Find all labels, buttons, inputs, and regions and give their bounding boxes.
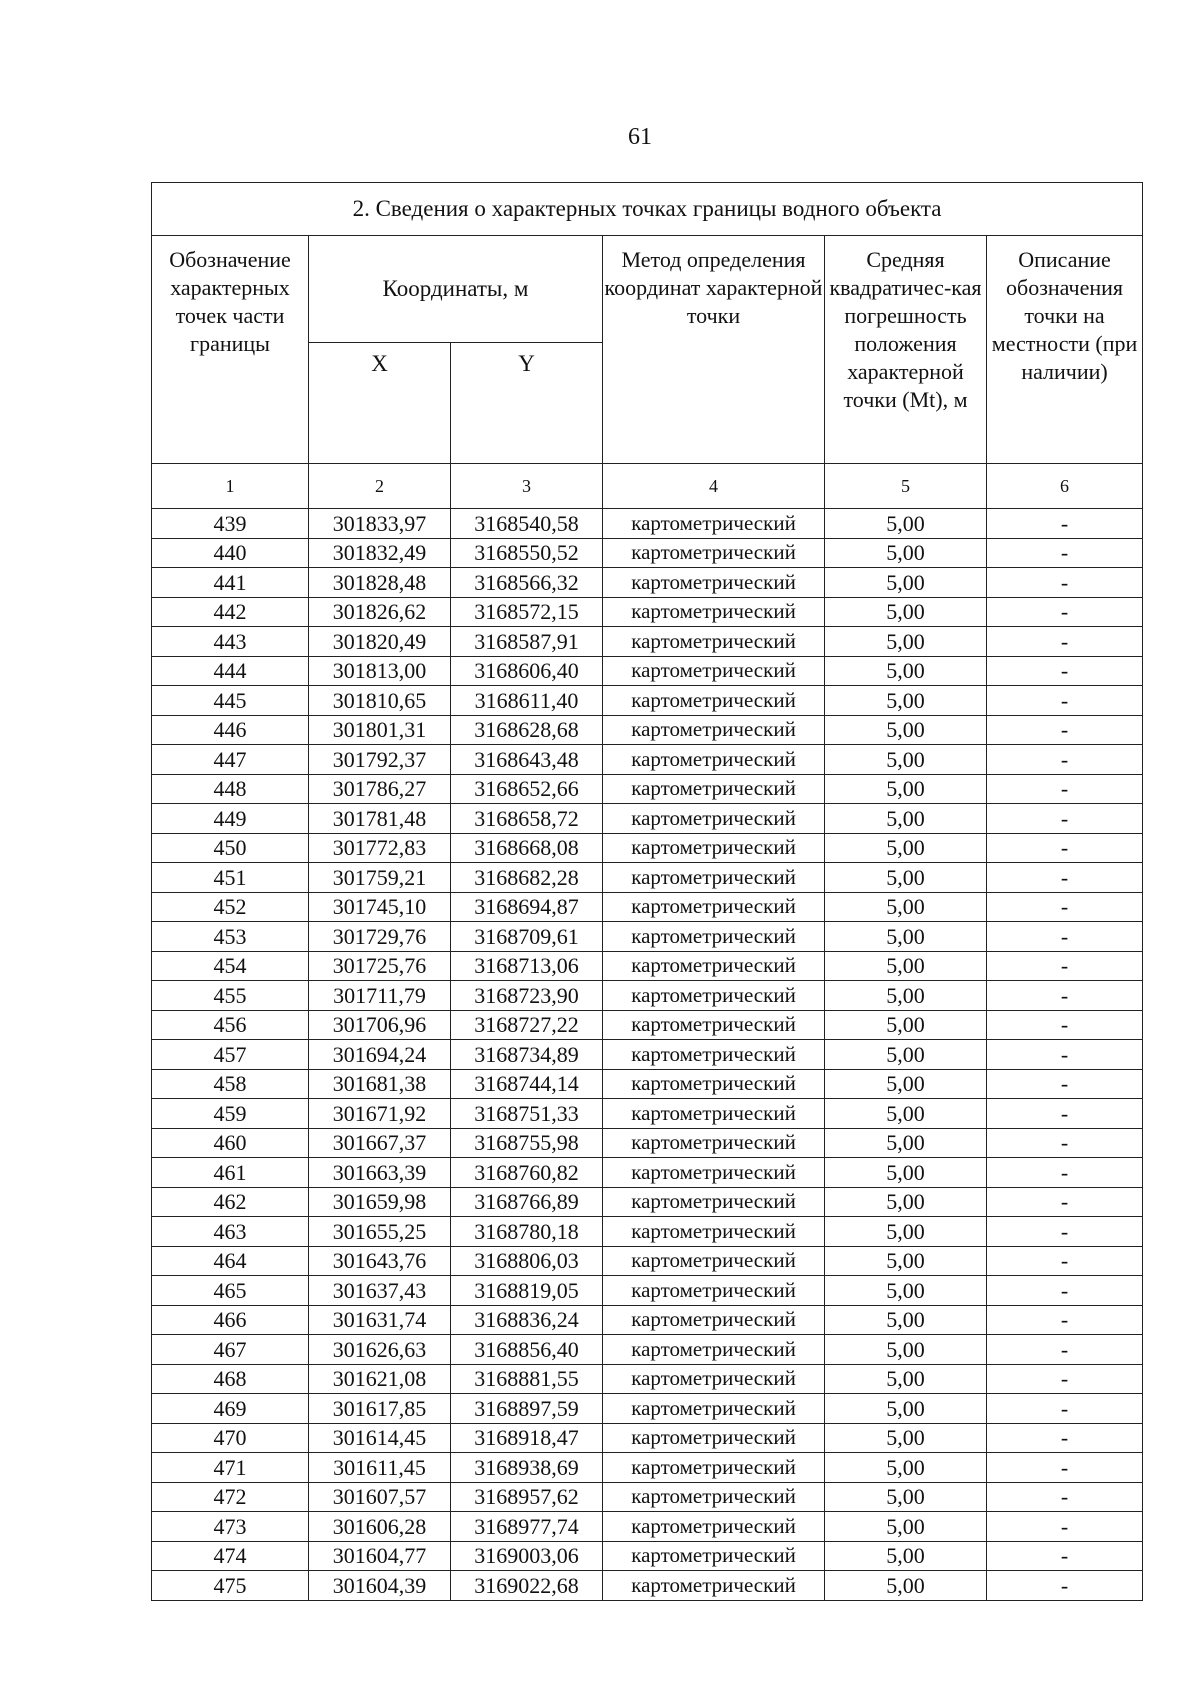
x-coordinate-cell: 301759,21 (309, 863, 451, 893)
x-coordinate-cell: 301611,45 (309, 1453, 451, 1483)
table-row (152, 863, 1143, 893)
description-cell: - (987, 922, 1143, 952)
y-coordinate-cell: 3168938,69 (451, 1453, 603, 1483)
table-row (152, 1010, 1143, 1040)
table-row (152, 804, 1143, 834)
x-coordinate-cell: 301659,98 (309, 1187, 451, 1217)
x-coordinate-cell: 301604,77 (309, 1541, 451, 1571)
x-coordinate-cell: 301792,37 (309, 745, 451, 775)
description-cell: - (987, 1541, 1143, 1571)
method-cell: картометрический (603, 715, 825, 745)
point-id-cell: 458 (152, 1069, 309, 1099)
error-cell: 5,00 (825, 509, 987, 539)
description-cell: - (987, 1099, 1143, 1129)
table-row (152, 774, 1143, 804)
column-number: 4 (603, 464, 825, 509)
method-cell: картометрический (603, 1335, 825, 1365)
method-cell: картометрический (603, 1246, 825, 1276)
point-id-cell: 455 (152, 981, 309, 1011)
y-coordinate-cell: 3168611,40 (451, 686, 603, 716)
table-title: 2. Сведения о характерных точках границы водного объекта (152, 183, 1143, 236)
method-cell: картометрический (603, 1453, 825, 1483)
method-cell: картометрический (603, 656, 825, 686)
y-coordinate-cell: 3168766,89 (451, 1187, 603, 1217)
table-row (152, 1187, 1143, 1217)
description-cell: - (987, 1512, 1143, 1542)
error-cell: 5,00 (825, 1305, 987, 1335)
table-row (152, 1276, 1143, 1306)
point-id-cell: 459 (152, 1099, 309, 1129)
x-coordinate-cell: 301745,10 (309, 892, 451, 922)
error-cell: 5,00 (825, 686, 987, 716)
error-cell: 5,00 (825, 774, 987, 804)
y-coordinate-cell: 3168819,05 (451, 1276, 603, 1306)
method-cell: картометрический (603, 922, 825, 952)
x-coordinate-cell: 301820,49 (309, 627, 451, 657)
description-cell: - (987, 804, 1143, 834)
y-coordinate-cell: 3168643,48 (451, 745, 603, 775)
point-id-cell: 443 (152, 627, 309, 657)
error-cell: 5,00 (825, 1482, 987, 1512)
error-cell: 5,00 (825, 1246, 987, 1276)
y-coordinate-cell: 3169022,68 (451, 1571, 603, 1601)
point-id-cell: 444 (152, 656, 309, 686)
table-row (152, 686, 1143, 716)
point-id-cell: 445 (152, 686, 309, 716)
point-id-cell: 474 (152, 1541, 309, 1571)
x-coordinate-cell: 301694,24 (309, 1040, 451, 1070)
table-row (152, 1335, 1143, 1365)
y-coordinate-cell: 3168694,87 (451, 892, 603, 922)
method-cell: картометрический (603, 1394, 825, 1424)
column-number: 1 (152, 464, 309, 509)
error-cell: 5,00 (825, 922, 987, 952)
y-coordinate-cell: 3168709,61 (451, 922, 603, 952)
y-coordinate-cell: 3168806,03 (451, 1246, 603, 1276)
description-cell: - (987, 1069, 1143, 1099)
table-row (152, 1305, 1143, 1335)
x-coordinate-cell: 301607,57 (309, 1482, 451, 1512)
header-x: X (309, 343, 451, 464)
point-id-cell: 439 (152, 509, 309, 539)
description-cell: - (987, 1128, 1143, 1158)
table-row (152, 597, 1143, 627)
table-row (152, 1512, 1143, 1542)
error-cell: 5,00 (825, 833, 987, 863)
y-coordinate-cell: 3168658,72 (451, 804, 603, 834)
error-cell: 5,00 (825, 1158, 987, 1188)
description-cell: - (987, 1364, 1143, 1394)
table-row (152, 981, 1143, 1011)
table-body (152, 509, 1143, 1601)
x-coordinate-cell: 301781,48 (309, 804, 451, 834)
x-coordinate-cell: 301621,08 (309, 1364, 451, 1394)
error-cell: 5,00 (825, 1364, 987, 1394)
method-cell: картометрический (603, 1099, 825, 1129)
point-id-cell: 470 (152, 1423, 309, 1453)
description-cell: - (987, 1187, 1143, 1217)
y-coordinate-cell: 3168897,59 (451, 1394, 603, 1424)
table-row (152, 568, 1143, 598)
header-description: Описание обозначения точки на местности (при наличии) (987, 236, 1143, 464)
table-row (152, 1099, 1143, 1129)
method-cell: картометрический (603, 774, 825, 804)
error-cell: 5,00 (825, 1453, 987, 1483)
method-cell: картометрический (603, 951, 825, 981)
error-cell: 5,00 (825, 1512, 987, 1542)
x-coordinate-cell: 301604,39 (309, 1571, 451, 1601)
method-cell: картометрический (603, 863, 825, 893)
y-coordinate-cell: 3168881,55 (451, 1364, 603, 1394)
x-coordinate-cell: 301801,31 (309, 715, 451, 745)
method-cell: картометрический (603, 1423, 825, 1453)
point-id-cell: 469 (152, 1394, 309, 1424)
table-row (152, 509, 1143, 539)
header-y: Y (451, 343, 603, 464)
y-coordinate-cell: 3168760,82 (451, 1158, 603, 1188)
description-cell: - (987, 1010, 1143, 1040)
error-cell: 5,00 (825, 951, 987, 981)
description-cell: - (987, 1305, 1143, 1335)
point-id-cell: 440 (152, 538, 309, 568)
y-coordinate-cell: 3168734,89 (451, 1040, 603, 1070)
x-coordinate-cell: 301786,27 (309, 774, 451, 804)
method-cell: картометрический (603, 1482, 825, 1512)
description-cell: - (987, 1453, 1143, 1483)
point-id-cell: 453 (152, 922, 309, 952)
method-cell: картометрический (603, 1158, 825, 1188)
boundary-points-table (151, 182, 1143, 1601)
point-id-cell: 441 (152, 568, 309, 598)
error-cell: 5,00 (825, 1069, 987, 1099)
x-coordinate-cell: 301772,83 (309, 833, 451, 863)
table-row (152, 1246, 1143, 1276)
table-row (152, 745, 1143, 775)
table-row (152, 715, 1143, 745)
table-row (152, 1158, 1143, 1188)
description-cell: - (987, 892, 1143, 922)
description-cell: - (987, 1276, 1143, 1306)
description-cell: - (987, 1040, 1143, 1070)
description-cell: - (987, 863, 1143, 893)
method-cell: картометрический (603, 538, 825, 568)
y-coordinate-cell: 3168723,90 (451, 981, 603, 1011)
description-cell: - (987, 715, 1143, 745)
method-cell: картометрический (603, 1571, 825, 1601)
point-id-cell: 464 (152, 1246, 309, 1276)
error-cell: 5,00 (825, 863, 987, 893)
y-coordinate-cell: 3168751,33 (451, 1099, 603, 1129)
y-coordinate-cell: 3168540,58 (451, 509, 603, 539)
description-cell: - (987, 951, 1143, 981)
description-cell: - (987, 745, 1143, 775)
point-id-cell: 447 (152, 745, 309, 775)
table-row (152, 1571, 1143, 1601)
point-id-cell: 467 (152, 1335, 309, 1365)
point-id-cell: 468 (152, 1364, 309, 1394)
error-cell: 5,00 (825, 745, 987, 775)
point-id-cell: 450 (152, 833, 309, 863)
x-coordinate-cell: 301655,25 (309, 1217, 451, 1247)
method-cell: картометрический (603, 627, 825, 657)
table-row (152, 1423, 1143, 1453)
description-cell: - (987, 1335, 1143, 1365)
table-row (152, 833, 1143, 863)
y-coordinate-cell: 3168918,47 (451, 1423, 603, 1453)
method-cell: картометрический (603, 1364, 825, 1394)
table-row (152, 951, 1143, 981)
description-cell: - (987, 597, 1143, 627)
method-cell: картометрический (603, 745, 825, 775)
point-id-cell: 475 (152, 1571, 309, 1601)
x-coordinate-cell: 301833,97 (309, 509, 451, 539)
error-cell: 5,00 (825, 597, 987, 627)
y-coordinate-cell: 3168977,74 (451, 1512, 603, 1542)
point-id-cell: 461 (152, 1158, 309, 1188)
method-cell: картометрический (603, 1069, 825, 1099)
point-id-cell: 442 (152, 597, 309, 627)
y-coordinate-cell: 3168856,40 (451, 1335, 603, 1365)
y-coordinate-cell: 3168755,98 (451, 1128, 603, 1158)
x-coordinate-cell: 301681,38 (309, 1069, 451, 1099)
point-id-cell: 472 (152, 1482, 309, 1512)
error-cell: 5,00 (825, 1010, 987, 1040)
x-coordinate-cell: 301643,76 (309, 1246, 451, 1276)
table-row (152, 1453, 1143, 1483)
column-number: 2 (309, 464, 451, 509)
column-number-row (152, 464, 1143, 509)
x-coordinate-cell: 301826,62 (309, 597, 451, 627)
point-id-cell: 446 (152, 715, 309, 745)
table-row (152, 1128, 1143, 1158)
column-number: 6 (987, 464, 1143, 509)
table-row (152, 1217, 1143, 1247)
description-cell: - (987, 538, 1143, 568)
description-cell: - (987, 1482, 1143, 1512)
point-id-cell: 452 (152, 892, 309, 922)
table-row (152, 1482, 1143, 1512)
description-cell: - (987, 686, 1143, 716)
error-cell: 5,00 (825, 1040, 987, 1070)
x-coordinate-cell: 301626,63 (309, 1335, 451, 1365)
method-cell: картометрический (603, 1512, 825, 1542)
y-coordinate-cell: 3168566,32 (451, 568, 603, 598)
error-cell: 5,00 (825, 715, 987, 745)
description-cell: - (987, 656, 1143, 686)
x-coordinate-cell: 301663,39 (309, 1158, 451, 1188)
method-cell: картометрический (603, 981, 825, 1011)
header-designation: Обозначение характерных точек части границы (152, 236, 309, 464)
y-coordinate-cell: 3168744,14 (451, 1069, 603, 1099)
method-cell: картометрический (603, 892, 825, 922)
method-cell: картометрический (603, 568, 825, 598)
y-coordinate-cell: 3168727,22 (451, 1010, 603, 1040)
point-id-cell: 457 (152, 1040, 309, 1070)
method-cell: картометрический (603, 1541, 825, 1571)
method-cell: картометрический (603, 1010, 825, 1040)
method-cell: картометрический (603, 597, 825, 627)
error-cell: 5,00 (825, 1394, 987, 1424)
table-row (152, 1394, 1143, 1424)
x-coordinate-cell: 301813,00 (309, 656, 451, 686)
y-coordinate-cell: 3168780,18 (451, 1217, 603, 1247)
point-id-cell: 471 (152, 1453, 309, 1483)
point-id-cell: 448 (152, 774, 309, 804)
x-coordinate-cell: 301711,79 (309, 981, 451, 1011)
description-cell: - (987, 1394, 1143, 1424)
x-coordinate-cell: 301706,96 (309, 1010, 451, 1040)
description-cell: - (987, 1158, 1143, 1188)
error-cell: 5,00 (825, 1423, 987, 1453)
method-cell: картометрический (603, 804, 825, 834)
description-cell: - (987, 1246, 1143, 1276)
column-number: 3 (451, 464, 603, 509)
y-coordinate-cell: 3168587,91 (451, 627, 603, 657)
x-coordinate-cell: 301671,92 (309, 1099, 451, 1129)
point-id-cell: 454 (152, 951, 309, 981)
table-row (152, 1364, 1143, 1394)
x-coordinate-cell: 301810,65 (309, 686, 451, 716)
point-id-cell: 462 (152, 1187, 309, 1217)
error-cell: 5,00 (825, 1217, 987, 1247)
error-cell: 5,00 (825, 1541, 987, 1571)
description-cell: - (987, 833, 1143, 863)
description-cell: - (987, 509, 1143, 539)
table-row (152, 922, 1143, 952)
table-row (152, 656, 1143, 686)
error-cell: 5,00 (825, 804, 987, 834)
description-cell: - (987, 1423, 1143, 1453)
point-id-cell: 451 (152, 863, 309, 893)
header-coordinates: Координаты, м (309, 236, 603, 343)
error-cell: 5,00 (825, 1099, 987, 1129)
description-cell: - (987, 627, 1143, 657)
y-coordinate-cell: 3168652,66 (451, 774, 603, 804)
y-coordinate-cell: 3168628,68 (451, 715, 603, 745)
table-row (152, 1541, 1143, 1571)
y-coordinate-cell: 3169003,06 (451, 1541, 603, 1571)
error-cell: 5,00 (825, 981, 987, 1011)
description-cell: - (987, 774, 1143, 804)
header-method: Метод определения координат характерной точки (603, 236, 825, 464)
y-coordinate-cell: 3168836,24 (451, 1305, 603, 1335)
method-cell: картометрический (603, 1217, 825, 1247)
table-row (152, 892, 1143, 922)
description-cell: - (987, 568, 1143, 598)
y-coordinate-cell: 3168668,08 (451, 833, 603, 863)
point-id-cell: 465 (152, 1276, 309, 1306)
method-cell: картометрический (603, 833, 825, 863)
table-row (152, 627, 1143, 657)
description-cell: - (987, 1217, 1143, 1247)
x-coordinate-cell: 301631,74 (309, 1305, 451, 1335)
method-cell: картометрический (603, 686, 825, 716)
method-cell: картометрический (603, 1305, 825, 1335)
error-cell: 5,00 (825, 1187, 987, 1217)
method-cell: картометрический (603, 1276, 825, 1306)
page-number: 61 (628, 124, 652, 150)
x-coordinate-cell: 301828,48 (309, 568, 451, 598)
header-error: Средняя квадратичес-кая погрешность положения характерной точки (Mt), м (825, 236, 987, 464)
point-id-cell: 449 (152, 804, 309, 834)
error-cell: 5,00 (825, 627, 987, 657)
point-id-cell: 460 (152, 1128, 309, 1158)
x-coordinate-cell: 301729,76 (309, 922, 451, 952)
x-coordinate-cell: 301614,45 (309, 1423, 451, 1453)
x-coordinate-cell: 301606,28 (309, 1512, 451, 1542)
y-coordinate-cell: 3168572,15 (451, 597, 603, 627)
table-row (152, 538, 1143, 568)
error-cell: 5,00 (825, 1335, 987, 1365)
method-cell: картометрический (603, 1187, 825, 1217)
point-id-cell: 473 (152, 1512, 309, 1542)
error-cell: 5,00 (825, 892, 987, 922)
y-coordinate-cell: 3168606,40 (451, 656, 603, 686)
error-cell: 5,00 (825, 1276, 987, 1306)
y-coordinate-cell: 3168550,52 (451, 538, 603, 568)
error-cell: 5,00 (825, 1128, 987, 1158)
x-coordinate-cell: 301725,76 (309, 951, 451, 981)
description-cell: - (987, 981, 1143, 1011)
x-coordinate-cell: 301637,43 (309, 1276, 451, 1306)
column-number: 5 (825, 464, 987, 509)
table-row (152, 1040, 1143, 1070)
point-id-cell: 463 (152, 1217, 309, 1247)
y-coordinate-cell: 3168713,06 (451, 951, 603, 981)
y-coordinate-cell: 3168957,62 (451, 1482, 603, 1512)
error-cell: 5,00 (825, 568, 987, 598)
point-id-cell: 466 (152, 1305, 309, 1335)
method-cell: картометрический (603, 1128, 825, 1158)
y-coordinate-cell: 3168682,28 (451, 863, 603, 893)
description-cell: - (987, 1571, 1143, 1601)
table-row (152, 1069, 1143, 1099)
error-cell: 5,00 (825, 656, 987, 686)
x-coordinate-cell: 301832,49 (309, 538, 451, 568)
point-id-cell: 456 (152, 1010, 309, 1040)
method-cell: картометрический (603, 1040, 825, 1070)
error-cell: 5,00 (825, 1571, 987, 1601)
method-cell: картометрический (603, 509, 825, 539)
x-coordinate-cell: 301617,85 (309, 1394, 451, 1424)
x-coordinate-cell: 301667,37 (309, 1128, 451, 1158)
error-cell: 5,00 (825, 538, 987, 568)
